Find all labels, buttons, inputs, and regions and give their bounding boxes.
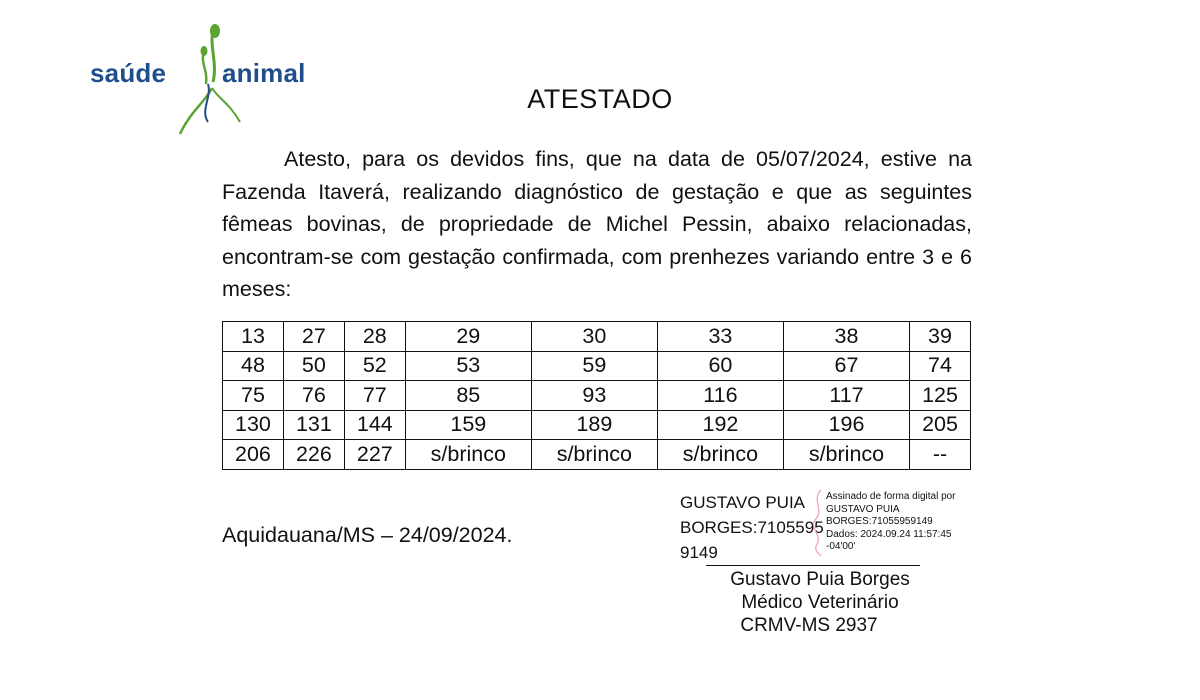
- table-cell: 52: [344, 351, 405, 381]
- table-cell: 192: [657, 410, 783, 440]
- table-row: [223, 440, 971, 470]
- table-cell: 125: [910, 381, 971, 411]
- attestation-paragraph: [222, 143, 972, 306]
- signature-detail-line: Assinado de forma digital por: [826, 491, 956, 502]
- table-cell: 75: [223, 381, 284, 411]
- table-cell: 60: [657, 351, 783, 381]
- table-cell: 30: [531, 322, 657, 352]
- table-row: [223, 351, 971, 381]
- signer-block: [690, 568, 950, 637]
- signature-detail-line: BORGES:71055959149: [826, 516, 933, 527]
- table-cell: 33: [657, 322, 783, 352]
- digital-signer-name: [680, 490, 824, 565]
- table-cell: 48: [223, 351, 284, 381]
- table-cell: 144: [344, 410, 405, 440]
- digital-signer-line: GUSTAVO PUIA: [680, 493, 806, 512]
- table-row: [223, 381, 971, 411]
- attestation-text: Atesto, para os devidos fins, que na data de 05/07/2024, estive na Fazenda Itaverá, realizando diagnóstico de gestação e que as seguintes fêmeas bovinas, de propriedade de Michel Pessin, abaixo relacionadas, encontram-se com gestação confirmada, com prenhezes variando entre 3 e 6 meses:: [222, 147, 972, 301]
- table-cell: 29: [405, 322, 531, 352]
- table-cell: 227: [344, 440, 405, 470]
- table-cell: --: [910, 440, 971, 470]
- table-cell: 205: [910, 410, 971, 440]
- table-cell: 196: [783, 410, 909, 440]
- table-cell: 13: [223, 322, 284, 352]
- place-and-date: Aquidauana/MS – 24/09/2024.: [222, 523, 513, 547]
- table-cell: 85: [405, 381, 531, 411]
- table-cell: 130: [223, 410, 284, 440]
- signature-line: [706, 565, 920, 566]
- digital-signer-line: 9149: [680, 543, 718, 562]
- table-cell: 189: [531, 410, 657, 440]
- table-cell: 76: [283, 381, 344, 411]
- logo-word-saude: saúde: [90, 58, 167, 88]
- table-cell: 38: [783, 322, 909, 352]
- table-cell: 39: [910, 322, 971, 352]
- table-row: [223, 410, 971, 440]
- table-cell: 53: [405, 351, 531, 381]
- table-cell: 74: [910, 351, 971, 381]
- table-cell: 28: [344, 322, 405, 352]
- table-cell: s/brinco: [531, 440, 657, 470]
- digital-signature-details: [826, 491, 976, 554]
- table-cell: 116: [657, 381, 783, 411]
- document-title: ATESTADO: [527, 84, 673, 114]
- signature-detail-line: -04'00': [826, 541, 856, 552]
- table-cell: 159: [405, 410, 531, 440]
- signer-name: Gustavo Puia Borges: [730, 569, 910, 590]
- table-cell: 77: [344, 381, 405, 411]
- table-cell: 226: [283, 440, 344, 470]
- table-cell: 117: [783, 381, 909, 411]
- table-cell: 206: [223, 440, 284, 470]
- signer-registration: CRMV-MS 2937: [740, 615, 878, 636]
- signer-role: Médico Veterinário: [741, 592, 899, 613]
- logo-word-animal: animal: [222, 58, 306, 88]
- table-cell: 59: [531, 351, 657, 381]
- signature-detail-line: Dados: 2024.09.24 11:57:45: [826, 528, 952, 540]
- saude-animal-logo: [90, 22, 340, 137]
- signature-detail-line: GUSTAVO PUIA: [826, 503, 900, 515]
- cattle-ids-table: [222, 321, 971, 470]
- table-cell: s/brinco: [405, 440, 531, 470]
- table-cell: 131: [283, 410, 344, 440]
- table-row: [223, 322, 971, 352]
- table-cell: 27: [283, 322, 344, 352]
- table-cell: s/brinco: [657, 440, 783, 470]
- digital-signer-line: BORGES:7105595: [680, 518, 824, 537]
- table-cell: 67: [783, 351, 909, 381]
- table-cell: 50: [283, 351, 344, 381]
- table-cell: s/brinco: [783, 440, 909, 470]
- table-cell: 93: [531, 381, 657, 411]
